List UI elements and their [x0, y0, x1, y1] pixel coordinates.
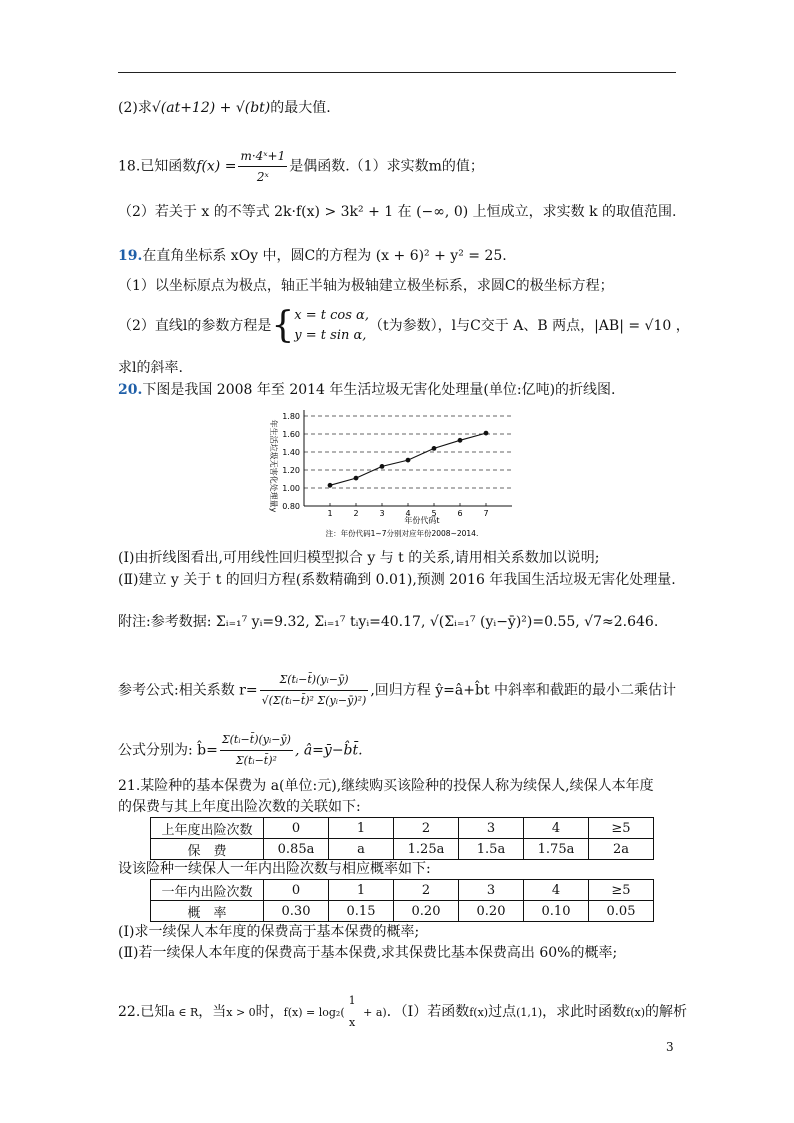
q18-part2: （2）若关于 x 的不等式 2k·f(x) > 3k² + 1 在 (−∞, 0) 上恒成立，求实数 k 的取值范围. [118, 204, 677, 220]
q17-part2 [118, 98, 683, 118]
b-numerator: Σ(tᵢ−t̄)(yᵢ−ȳ) [220, 730, 293, 751]
q19-text: 在直角坐标系 xOy 中，圆C的方程为 (x + 6)² + y² = 25. [142, 248, 507, 264]
table-cell: 3 [459, 880, 524, 901]
data-point [432, 446, 437, 451]
q22-point: (1,1) [516, 1006, 543, 1019]
line-chart [262, 408, 522, 542]
table-row [151, 880, 654, 901]
q20-ref-formula-2 [118, 730, 683, 771]
q22-fx: f(x) [469, 1006, 489, 1019]
r-fraction [260, 670, 369, 711]
q21-part2: (Ⅱ)若一续保人本年度的保费高于基本保费,求其保费比基本保费高出 60%的概率; [118, 945, 618, 961]
table-cell: 3 [459, 818, 524, 839]
q19-p2-lead: （2）直线l的参数方程是 [118, 318, 272, 334]
table-cell: 0.05 [589, 901, 654, 922]
table-cell: 1.25a [394, 839, 459, 860]
y-tick-label: 1.80 [282, 412, 300, 421]
header-rule [118, 72, 676, 73]
formula-tail: ,回归方程 ŷ=â+b̂t 中斜率和截距的最小二乘估计 [370, 682, 677, 699]
q22-text: 时， [255, 1004, 284, 1020]
table-cell: 0.20 [459, 901, 524, 922]
q20-ref-data: 附注:参考数据: Σᵢ₌₁⁷ yᵢ=9.32, Σᵢ₌₁⁷ tᵢyᵢ=40.17, √(Σᵢ₌₁⁷ (yᵢ−ȳ)²)=0.55, √7≈2.646. [118, 614, 659, 630]
brace-symbol: { [271, 305, 295, 346]
chart-note: 注：年份代码1~7分别对应年份2008~2014. [325, 529, 479, 538]
b-fraction [220, 730, 293, 771]
x-tick-label: 1 [327, 509, 333, 518]
q22-f-def: f(x) = log₂( [283, 1006, 345, 1019]
q18-fx: f(x) = [196, 158, 237, 175]
q17-text: (2)求 [118, 100, 152, 116]
q21-part1: (Ⅰ)求一续保人本年度的保费高于基本保费的概率; [118, 924, 420, 940]
table-cell: ≥5 [589, 880, 654, 901]
chart-axes [282, 410, 512, 518]
q22-number: 22.已知 [118, 1004, 169, 1020]
q19-part2-end: 求l的斜率. [118, 360, 183, 376]
table-cell: 0.85a [264, 839, 329, 860]
q22-fx: f(x) [626, 1006, 646, 1019]
q22-numerator: 1 [348, 994, 356, 1007]
q19-p2-tail: （t为参数），l与C交于 A、B 两点，|AB| = √10 ， [368, 318, 690, 334]
q22-text: 的解析 [645, 1004, 688, 1020]
table-cell: 2 [394, 818, 459, 839]
x-tick-label: 3 [379, 509, 385, 518]
table-cell: 0 [264, 880, 329, 901]
data-point [458, 438, 463, 443]
y-tick-label: 1.60 [282, 430, 300, 439]
q21-head2: 的保费与其上年度出险次数的关联如下: [118, 799, 361, 815]
data-point [328, 483, 333, 488]
q18-numerator: m·4ˣ+1 [238, 146, 287, 167]
q21-head1: 21.某险种的基本保费为 a(单位:元),继续购买该险种的投保人称为续保人,续保人本年度 [118, 778, 654, 794]
table-cell: 4 [524, 880, 589, 901]
q20-head [118, 380, 683, 400]
x-tick-label: 4 [405, 509, 411, 518]
q22-text: ．（Ⅰ）若函数 [386, 1004, 470, 1020]
x-tick-label: 5 [431, 509, 437, 518]
q19-case-y: y = t sin α, [294, 328, 367, 343]
table-header-cell: 保 费 [151, 839, 264, 860]
q19-cases [294, 306, 369, 346]
table-cell: 0 [264, 818, 329, 839]
q17-tail: 的最大值. [270, 100, 331, 116]
q22-denominator: x [349, 1016, 356, 1029]
q22-fraction [347, 990, 358, 1034]
data-point [484, 431, 489, 436]
q18-head [118, 146, 683, 187]
q21-mid: 设该险种一续保人一年内出险次数与相应概率如下: [118, 861, 431, 877]
table-cell: ≥5 [589, 818, 654, 839]
table-header-cell: 一年内出险次数 [151, 880, 264, 901]
q20-part1: (Ⅰ)由折线图看出,可用线性回归模型拟合 y 与 t 的关系,请用相关系数加以说明; [118, 550, 600, 566]
q20-text: 下图是我国 2008 年至 2014 年生活垃圾无害化处理量(单位:亿吨)的折线图. [142, 382, 616, 398]
q18-denominator: 2ˣ [256, 170, 269, 184]
table-cell: a [329, 839, 394, 860]
y-tick-label: 1.40 [282, 448, 300, 457]
table-cell: 1.75a [524, 839, 589, 860]
table-cell: 1.5a [459, 839, 524, 860]
b-denominator: Σ(tᵢ−t̄)² [235, 754, 277, 767]
table-row [151, 818, 654, 839]
q20-part2: (Ⅱ)建立 y 关于 t 的回归方程(系数精确到 0.01),预测 2016 年我国生活垃圾无害化处理量. [118, 572, 676, 588]
table-cell: 2 [394, 880, 459, 901]
table-header-cell: 上年度出险次数 [151, 818, 264, 839]
q18-number: 18.已知函数 [118, 158, 197, 175]
q17-expression: √(at+12) + √(bt) [151, 100, 271, 116]
q22-text: ，当 [198, 1004, 227, 1020]
formula-lead: 参考公式:相关系数 r= [118, 682, 258, 699]
table-cell: 2a [589, 839, 654, 860]
premium-table [150, 817, 654, 860]
formula2-tail: , â=ȳ−b̂t̄. [294, 742, 363, 759]
formula2-lead: 公式分别为: b̂= [118, 742, 218, 759]
q19-number: 19. [118, 248, 143, 264]
q22-head [118, 990, 688, 1034]
q20-number: 20. [118, 382, 143, 398]
table-cell: 1 [329, 880, 394, 901]
table-row [151, 839, 654, 860]
table-cell: 0.30 [264, 901, 329, 922]
data-point [406, 458, 411, 463]
chart-marks [328, 431, 489, 488]
table-cell: 0.10 [524, 901, 589, 922]
q18-tail: 是偶函数.（1）求实数m的值； [289, 158, 484, 175]
x-tick-label: 6 [457, 509, 463, 518]
table-cell: 0.15 [329, 901, 394, 922]
table-header-cell: 概 率 [151, 901, 264, 922]
table-cell: 0.20 [394, 901, 459, 922]
probability-table [150, 879, 654, 922]
q19-part1: （1）以坐标原点为极点，轴正半轴为极轴建立极坐标系，求圆C的极坐标方程； [118, 278, 614, 294]
table-cell: 4 [524, 818, 589, 839]
x-axis-label: 年份代码t [404, 516, 440, 525]
chart-grid [304, 416, 512, 488]
y-tick-label: 1.00 [282, 484, 300, 493]
q19-part2 [118, 305, 690, 346]
x-tick-label: 2 [353, 509, 359, 518]
q22-x-pos: x > 0 [226, 1006, 256, 1019]
q22-f-def-tail: + a) [359, 1006, 387, 1019]
r-numerator: Σ(tᵢ−t̄)(yᵢ−ȳ) [260, 670, 369, 691]
x-tick-label: 7 [483, 509, 489, 518]
y-tick-label: 0.80 [282, 502, 300, 511]
y-tick-label: 1.20 [282, 466, 300, 475]
q19-head [118, 246, 683, 266]
table-cell: 1 [329, 818, 394, 839]
y-axis-label: 年生活垃圾无害化处理量y [269, 419, 278, 513]
table-row [151, 901, 654, 922]
q18-fraction [238, 146, 287, 187]
r-denominator: √(Σ(tᵢ−t̄)² Σ(yᵢ−ȳ)²) [261, 694, 367, 707]
data-point [354, 476, 359, 481]
q22-text: 过点 [488, 1004, 517, 1020]
data-point [380, 464, 385, 469]
q20-ref-formula [118, 670, 683, 711]
q19-case-x: x = t cos α, [294, 308, 369, 323]
q22-a-real: a ∈ R [168, 1006, 199, 1019]
q22-text: ，求此时函数 [542, 1004, 627, 1020]
page-number: 3 [666, 1040, 674, 1054]
